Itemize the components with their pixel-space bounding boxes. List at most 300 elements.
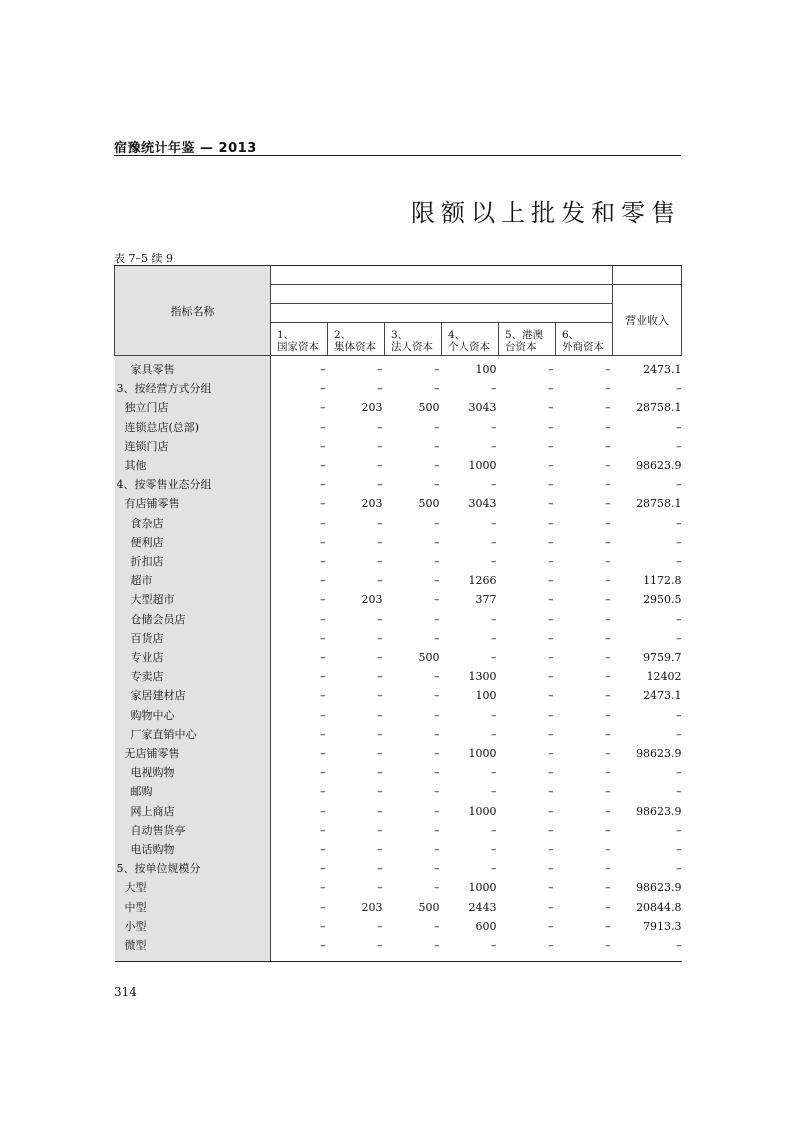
capital-cell: – [434,535,440,549]
capital-header-5: 5、港澳 台资本 [499,323,556,356]
revenue-cell: – [613,936,682,962]
capital-cell: – [548,439,554,453]
table-row [115,398,682,417]
capital-cell: – [434,420,440,434]
capital-cell: – [605,651,611,665]
capital-cell: – [328,936,385,962]
capital-cell: 1000 [468,747,497,761]
table-row [115,610,682,629]
capital-cell: – [605,766,611,780]
capital-cell: – [434,555,440,569]
capital-cell: – [548,382,554,396]
capital-cell: 203 [361,401,383,415]
capital-cell: – [548,651,554,665]
capital-cell: – [320,382,326,396]
capital-cell: 100 [475,689,497,703]
capital-header-4: 4、 个人资本 [442,323,499,356]
capital-cell: – [377,439,383,453]
table-row [115,437,682,456]
row-label: 食杂店 [115,514,271,533]
row-label: 4、按零售业态分组 [115,475,271,494]
capital-cell: – [548,919,554,933]
capital-cell: – [434,919,440,933]
row-label: 大型超市 [115,590,271,609]
capital-cell: – [320,823,326,837]
capital-cell: – [434,785,440,799]
capital-cell: – [434,612,440,626]
capital-cell: – [377,459,383,473]
capital-cell: – [377,919,383,933]
capital-cell: – [548,593,554,607]
statistics-table [114,265,682,962]
capital-cell: – [320,574,326,588]
revenue-cell: – [676,631,682,645]
table-body [115,356,682,962]
revenue-cell: – [676,612,682,626]
capital-cell: – [377,574,383,588]
row-label: 5、按单位规模分 [115,859,271,878]
capital-cell: – [320,459,326,473]
revenue-cell: – [676,555,682,569]
row-label: 仓储会员店 [115,610,271,629]
capital-cell: – [491,439,497,453]
capital-cell: – [605,593,611,607]
revenue-cell: 98623.9 [636,747,682,761]
capital-cell: – [377,843,383,857]
capital-cell: – [434,881,440,895]
capital-cell: 203 [361,497,383,511]
table-row [115,629,682,648]
capital-cell: – [548,862,554,876]
revenue-cell: – [676,862,682,876]
capital-cell: – [377,631,383,645]
revenue-cell: 28758.1 [636,497,682,511]
capital-cell: – [385,936,442,962]
revenue-cell: 2950.5 [643,593,682,607]
capital-cell: – [320,881,326,895]
capital-cell: – [605,708,611,722]
capital-cell: – [548,363,554,376]
capital-cell: – [491,727,497,741]
table-row [115,878,682,897]
capital-cell: – [434,766,440,780]
capital-cell: – [442,936,499,962]
row-label: 3、按经营方式分组 [115,379,271,398]
table-row [115,648,682,667]
capital-cell: – [548,401,554,415]
table-row [115,475,682,494]
capital-cell: – [377,670,383,684]
capital-cell: – [605,747,611,761]
row-label: 独立门店 [115,398,271,417]
table-row [115,821,682,840]
capital-cell: – [605,497,611,511]
revenue-cell: 12402 [646,670,682,684]
revenue-cell: – [676,516,682,530]
capital-cell: – [491,785,497,799]
capital-cell: – [491,478,497,492]
row-label: 连锁总店(总部) [115,418,271,437]
capital-cell: – [491,862,497,876]
capital-cell: – [377,420,383,434]
capital-cell: – [491,631,497,645]
row-label: 其他 [115,456,271,475]
capital-cell: – [377,766,383,780]
capital-cell: – [377,478,383,492]
capital-cell: – [434,843,440,857]
capital-cell: – [556,936,613,962]
table-row [115,552,682,571]
row-label: 邮购 [115,782,271,801]
capital-cell: – [434,382,440,396]
capital-cell: – [548,516,554,530]
capital-cell: – [377,804,383,818]
capital-cell: 500 [418,401,440,415]
capital-cell: 500 [418,497,440,511]
capital-cell: – [605,459,611,473]
capital-cell: – [548,689,554,703]
table-row [115,917,682,936]
indicator-name-header: 指标名称 [115,266,271,356]
capital-cell: – [320,747,326,761]
revenue-cell: – [676,478,682,492]
capital-cell: – [377,555,383,569]
capital-cell: – [377,516,383,530]
capital-cell: – [377,535,383,549]
capital-cell: – [605,727,611,741]
table-row [115,456,682,475]
revenue-cell: 9759.7 [643,651,682,665]
capital-cell: 1266 [468,574,497,588]
revenue-cell: – [676,727,682,741]
capital-header-6: 6、 外商资本 [556,323,613,356]
revenue-cell: – [676,708,682,722]
capital-cell: – [548,881,554,895]
capital-cell: – [377,651,383,665]
capital-cell: – [491,382,497,396]
row-label: 有店铺零售 [115,494,271,513]
capital-cell: – [434,747,440,761]
capital-cell: – [320,363,326,376]
capital-cell: – [548,459,554,473]
table-row [115,725,682,744]
capital-cell: – [320,689,326,703]
capital-cell: – [605,862,611,876]
capital-cell: – [605,785,611,799]
table-row [115,936,682,962]
page-title: 限额以上批发和零售 [411,199,681,227]
table-head [115,266,682,356]
capital-cell: – [605,555,611,569]
capital-cell: – [434,439,440,453]
capital-cell: 203 [361,593,383,607]
capital-cell: – [491,420,497,434]
table-row [115,802,682,821]
row-label: 电话购物 [115,840,271,859]
row-label: 小型 [115,917,271,936]
capital-cell: – [434,574,440,588]
capital-cell: – [491,612,497,626]
capital-cell: – [320,478,326,492]
revenue-cell: – [676,535,682,549]
capital-cell: – [320,631,326,645]
capital-header-3: 3、 法人资本 [385,323,442,356]
capital-cell: 3043 [468,401,497,415]
capital-cell: 1000 [468,459,497,473]
table-row [115,763,682,782]
capital-cell: 1000 [468,881,497,895]
revenue-cell: 20844.8 [636,900,682,914]
capital-cell: – [605,363,611,376]
capital-cell: – [548,574,554,588]
table-row [115,859,682,878]
yearbook-header-title: 宿豫统计年鉴 — 2013 [114,141,257,156]
table-row [115,686,682,705]
table-row [115,379,682,398]
capital-cell: – [320,555,326,569]
table-label: 表 7–5 续 9 [114,252,173,265]
capital-cell: – [320,497,326,511]
capital-cell: – [491,651,497,665]
row-label: 大型 [115,878,271,897]
capital-cell: – [605,881,611,895]
revenue-cell: 98623.9 [636,881,682,895]
capital-cell: – [320,516,326,530]
capital-header-1: 1、 国家资本 [271,323,328,356]
row-label: 购物中心 [115,706,271,725]
table-row [115,418,682,437]
revenue-cell: – [676,785,682,799]
capital-cell: – [605,439,611,453]
capital-cell: 100 [475,363,497,376]
revenue-cell: – [676,420,682,434]
capital-cell: – [548,535,554,549]
capital-cell: – [548,747,554,761]
capital-cell: – [320,708,326,722]
capital-cell: – [605,823,611,837]
row-label: 超市 [115,571,271,590]
capital-cell: – [320,843,326,857]
capital-cell: – [548,478,554,492]
capital-cell: – [605,516,611,530]
capital-cell: – [605,670,611,684]
capital-cell: – [434,631,440,645]
revenue-cell: – [676,766,682,780]
capital-cell: 1000 [468,804,497,818]
header-group-row-1 [271,266,613,285]
capital-cell: – [434,727,440,741]
capital-cell: – [320,919,326,933]
capital-cell: – [434,862,440,876]
table-row [115,782,682,801]
capital-cell: – [491,843,497,857]
revenue-cell: 7913.3 [643,919,682,933]
revenue-cell: 28758.1 [636,401,682,415]
capital-cell: 500 [418,900,440,914]
row-label: 便利店 [115,533,271,552]
row-label: 百货店 [115,629,271,648]
row-label: 电视购物 [115,763,271,782]
capital-cell: 2443 [468,900,497,914]
table-row [115,533,682,552]
capital-cell: – [377,862,383,876]
table-row [115,840,682,859]
capital-cell: – [491,823,497,837]
capital-cell: 377 [475,593,497,607]
capital-cell: – [377,727,383,741]
row-label: 家居建材店 [115,686,271,705]
table-row [115,356,682,380]
capital-cell: – [434,708,440,722]
capital-cell: – [548,900,554,914]
table-row [115,744,682,763]
capital-cell: – [377,708,383,722]
row-label: 网上商店 [115,802,271,821]
page-number: 314 [114,985,137,999]
capital-cell: – [548,823,554,837]
capital-cell: – [605,900,611,914]
revenue-cell: 98623.9 [636,459,682,473]
capital-header-2: 2、 集体资本 [328,323,385,356]
capital-cell: – [548,785,554,799]
capital-cell: – [548,420,554,434]
capital-cell: – [548,727,554,741]
capital-cell: – [548,631,554,645]
capital-cell: – [271,936,328,962]
capital-cell: – [320,804,326,818]
capital-cell: – [377,612,383,626]
capital-cell: – [605,689,611,703]
capital-cell: – [605,919,611,933]
header-divider [114,155,681,156]
capital-cell: – [377,382,383,396]
capital-cell: – [434,516,440,530]
table-row [115,571,682,590]
capital-cell: – [434,478,440,492]
capital-cell: – [434,804,440,818]
capital-cell: – [377,823,383,837]
table-row [115,590,682,609]
capital-cell: – [548,555,554,569]
row-label: 家具零售 [115,356,271,380]
capital-cell: – [320,766,326,780]
table-row [115,898,682,917]
header-group-row-3 [271,304,613,323]
capital-cell: – [491,708,497,722]
capital-cell: – [434,670,440,684]
capital-cell: 3043 [468,497,497,511]
capital-cell: – [491,555,497,569]
revenue-cell: 98623.9 [636,804,682,818]
row-label: 折扣店 [115,552,271,571]
capital-cell: – [320,401,326,415]
capital-cell: – [320,727,326,741]
table-row [115,667,682,686]
capital-cell: – [605,401,611,415]
row-label: 中型 [115,898,271,917]
capital-cell: 600 [475,919,497,933]
capital-cell: – [548,766,554,780]
capital-cell: – [320,670,326,684]
revenue-cell: 2473.1 [643,363,682,376]
row-label: 专卖店 [115,667,271,686]
capital-cell: – [605,612,611,626]
capital-cell: – [320,900,326,914]
row-label: 微型 [115,936,271,962]
capital-cell: – [320,535,326,549]
capital-cell: – [548,843,554,857]
capital-cell: 500 [418,651,440,665]
capital-cell: – [320,420,326,434]
revenue-cell: 1172.8 [643,574,682,588]
capital-cell: – [320,439,326,453]
capital-cell: – [605,804,611,818]
capital-cell: – [434,823,440,837]
table-row [115,514,682,533]
row-label: 专业店 [115,648,271,667]
row-label: 自动售货亭 [115,821,271,840]
revenue-cell: – [676,823,682,837]
capital-cell: – [605,843,611,857]
capital-cell: – [548,708,554,722]
capital-cell: – [377,785,383,799]
row-label: 无店铺零售 [115,744,271,763]
capital-cell: – [377,881,383,895]
capital-cell: – [434,363,440,376]
header-group-row-2 [271,285,613,304]
capital-cell: – [605,535,611,549]
header-revenue-top [613,266,682,285]
revenue-cell: – [676,843,682,857]
row-label: 连锁门店 [115,437,271,456]
capital-cell: – [377,363,383,376]
capital-cell: – [320,593,326,607]
capital-cell: – [548,612,554,626]
capital-cell: 203 [361,900,383,914]
capital-cell: – [491,535,497,549]
capital-cell: – [377,689,383,703]
revenue-cell: – [676,382,682,396]
revenue-cell: 2473.1 [643,689,682,703]
capital-cell: – [605,478,611,492]
capital-cell: – [434,459,440,473]
capital-cell: – [320,862,326,876]
capital-cell: – [320,612,326,626]
capital-cell: – [320,651,326,665]
capital-cell: – [377,747,383,761]
row-label: 厂家直销中心 [115,725,271,744]
capital-cell: – [548,804,554,818]
capital-cell: – [548,670,554,684]
capital-cell: – [491,516,497,530]
capital-cell: – [499,936,556,962]
table-row [115,706,682,725]
capital-cell: – [434,593,440,607]
capital-cell: – [320,785,326,799]
revenue-cell: – [676,439,682,453]
capital-cell: – [491,766,497,780]
capital-cell: – [605,420,611,434]
capital-cell: – [605,574,611,588]
capital-cell: – [434,689,440,703]
capital-cell: – [605,631,611,645]
statistics-table-container [114,265,681,962]
capital-cell: – [605,382,611,396]
capital-cell: 1300 [468,670,497,684]
revenue-header: 营业收入 [613,285,682,356]
table-row [115,494,682,513]
capital-cell: – [548,497,554,511]
